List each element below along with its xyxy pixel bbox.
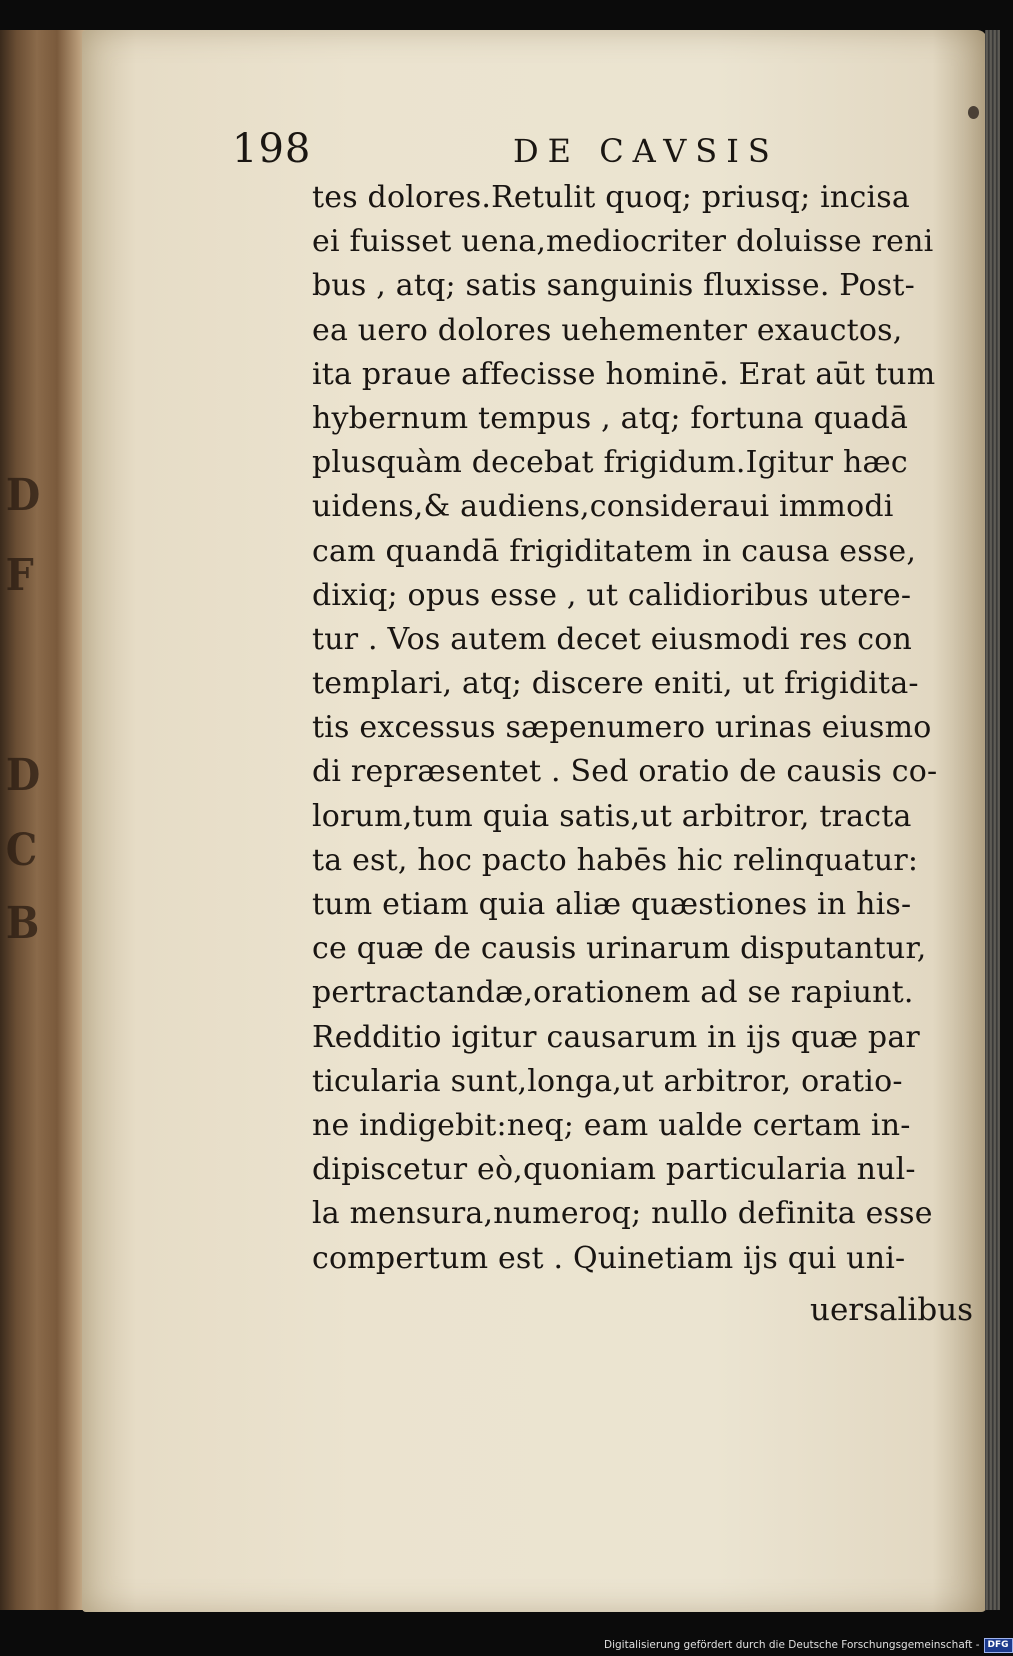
text-line: tur . Vos autem decet eiusmodi res con [312,621,913,657]
text-line: tes dolores.Retulit quoq; priusq; incisa [312,180,910,215]
text-line: ce quæ de causis urinarum disputantur, [312,931,927,967]
text-line: dixiq; opus esse , ut calidioribus utere- [312,577,912,613]
text-line: bus , atq; satis sanguinis fluxisse. Post- [312,268,915,304]
credit-text: Digitalisierung gefördert durch die Deutsche Forschungsgemeinschaft - [604,1639,980,1651]
catchword: uersalibus [810,1292,974,1328]
dfg-logo: DFG [984,1638,1013,1653]
text-line: ticularia sunt,longa,ut arbitror, oratio- [312,1063,903,1099]
page-edge [985,30,1000,1610]
book-spine [0,30,92,1610]
text-line: la mensura,numeroq; nullo definita esse [312,1196,933,1232]
margin-bleed-letter: D [5,470,41,521]
text-line: uidens,& audiens,consideraui immodi [312,489,894,525]
margin-bleed-letter: C [5,825,38,876]
text-line: compertum est . Quinetiam ijs qui uni- [312,1240,906,1276]
text-block [312,176,977,1281]
text-line: plusquàm decebat frigidum.Igitur hæc [312,445,908,481]
text-line: templari, atq; discere eniti, ut frigidita- [312,666,919,702]
text-line: tis excessus sæpenumero urinas eiusmo [312,710,932,746]
text-line: cam quandā frigiditatem in causa esse, [312,533,917,569]
text-line: hybernum tempus , atq; fortuna quadā [312,400,909,436]
text-line: di repræsentet . Sed oratio de causis co- [312,754,938,790]
text-line: Redditio igitur causarum in ijs quæ par [312,1019,920,1055]
text-line: dipiscetur eò,quoniam particularia nul- [312,1152,916,1188]
text-line: ne indigebit:neq; eam ualde certam in- [312,1107,911,1143]
digitization-credit [604,1637,1013,1653]
margin-bleed-letter: F [5,550,34,601]
margin-bleed-letter: D [5,750,41,801]
running-head: DE CAVSIS [513,132,779,170]
text-line: ta est, hoc pacto habēs hic relinquatur: [312,842,919,878]
text-line: ita praue affecisse hominē. Erat aūt tum [312,356,936,392]
page-number: 198 [232,126,312,172]
text-line: ei fuisset uena,mediocriter doluisse reni [312,224,934,260]
text-line: lorum,tum quia satis,ut arbitror, tracta [312,798,912,834]
text-line: ea uero dolores uehementer exauctos, [312,312,903,348]
text-line: tum etiam quia aliæ quæstiones in his- [312,887,912,922]
text-line: pertractandæ,orationem ad se rapiunt. [312,975,914,1011]
ink-spot [968,106,979,119]
margin-bleed-letter: B [5,898,40,949]
